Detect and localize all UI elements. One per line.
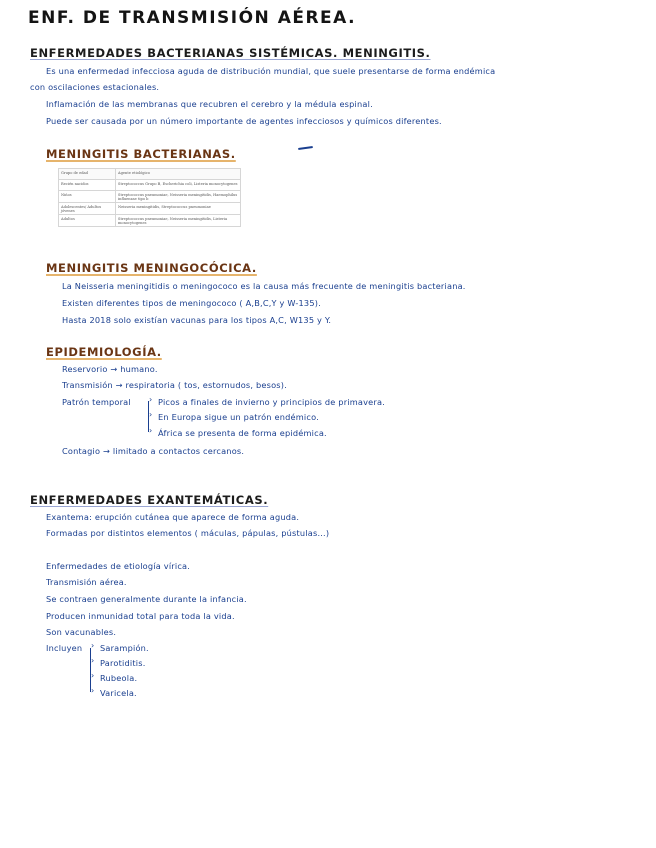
text-line: Son vacunables. [46,627,117,637]
text-line: Inflamación de las membranas que recubren el cerebro y la médula espinal. [46,99,373,109]
section-heading-meningitis: ENFERMEDADES BACTERIANAS SISTÉMICAS. MENINGITIS. [30,46,431,60]
text-line: Enfermedades de etiología vírica. [46,561,191,571]
list-item: Picos a finales de invierno y principios de primavera. [158,397,385,407]
text-line: Exantema: erupción cutánea que aparece de forma aguda. [46,512,300,522]
list-item: En Europa sigue un patrón endémico. [158,412,319,422]
table-header: Grupo de edad [59,169,116,180]
text-line: Formadas por distintos elementos ( máculas, pápulas, pústulas...) [46,528,330,538]
subheading-bacterial-meningitis: MENINGITIS BACTERIANAS. [46,147,236,161]
page-title: ENF. DE TRANSMISIÓN AÉREA. [28,8,357,28]
list-item: África se presenta de forma epidémica. [158,428,327,438]
table-cell: Neisseria meningitidis, Streptococcus pneumoniae [116,203,241,215]
text-line: Puede ser causada por un número importante de agentes infecciosos y químicos diferentes. [46,116,442,126]
arrow-icon: › [149,395,153,404]
text-line: Hasta 2018 solo existían vacunas para los tipos A,C, W135 y Y. [62,315,332,325]
table-cell: Adolescentes/ Adultos jóvenes [59,203,116,215]
arrow-icon: › [91,671,95,680]
section-heading-exanthematic: ENFERMEDADES EXANTEMÁTICAS. [30,493,269,507]
list-item: Sarampión. [100,643,149,653]
table-cell: Streptococcus pneumoniae, Neisseria meningitidis, Haemophilus influenzae tipo b [116,191,241,203]
table-header: Agente etiológico [116,169,241,180]
text-line: Contagio → limitado a contactos cercanos. [62,446,245,456]
list-item: Varicela. [100,688,137,698]
text-line: Es una enfermedad infecciosa aguda de distribución mundial, que suele presentarse de forma endémica [46,66,496,76]
subheading-epidemiology: EPIDEMIOLOGÍA. [46,345,162,359]
arrow-icon: › [91,656,95,665]
table-cell: Streptococcus pneumoniae, Neisseria meningitidis, Listeria monocytogenes [116,215,241,227]
text-line: Transmisión → respiratoria ( tos, estornudos, besos). [62,380,287,390]
incluyen-label: Incluyen [46,643,83,653]
text-line: La Neisseria meningitidis o meningococo es la causa más frecuente de meningitis bacteriana. [62,281,466,291]
list-item: Parotiditis. [100,658,146,668]
table-cell: Niños [59,191,116,203]
list-item: Rubeola. [100,673,138,683]
table-cell: Recién nacidos [59,180,116,191]
arrow-icon: › [149,426,153,435]
text-line: Reservorio → humano. [62,364,158,374]
pen-dash-mark [298,146,313,150]
etiology-table [58,168,241,227]
text-line: Producen inmunidad total para toda la vida. [46,611,235,621]
text-line: Transmisión aérea. [46,577,127,587]
table-row [59,203,241,215]
table-row [59,191,241,203]
table-cell: Adultos [59,215,116,227]
arrow-icon: › [91,686,95,695]
subheading-meningococcal: MENINGITIS MENINGOCÓCICA. [46,261,257,275]
table-row [59,215,241,227]
arrow-icon: › [149,410,153,419]
text-line: con oscilaciones estacionales. [30,82,160,92]
table-row [59,180,241,191]
patron-label: Patrón temporal [62,397,131,407]
arrow-icon: › [91,641,95,650]
table-cell: Streptococcus Grupo B, Escherichia coli, Listeria monocytogenes [116,180,241,191]
text-line: Existen diferentes tipos de meningococo ( A,B,C,Y y W-135). [62,298,321,308]
text-line: Se contraen generalmente durante la infancia. [46,594,247,604]
